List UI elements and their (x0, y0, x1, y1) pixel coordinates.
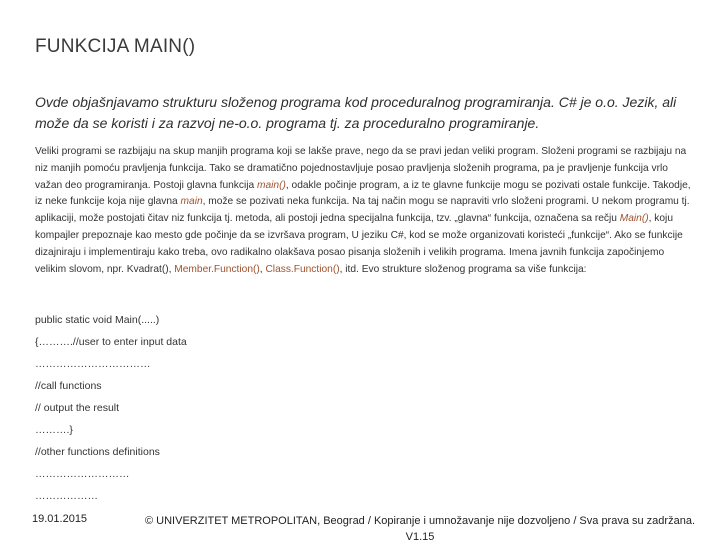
slide-title: FUNKCIJA MAIN() (35, 36, 196, 57)
member-function-term: Member.Function() (174, 263, 260, 275)
paragraph-part-4: , koju kompajler prepoznaje kao mesto gde počinje da se izvršava program, U jeziku C#, kod se može organizovati koristeći „funkcije“. Ako se funkcije dizajniraju i implementiraju kako treba, ovo radikalno olakšava posao pisanja složenih i velikih programa. Imena javnih funkcija započinjemo velikim slovom, npr. Kvadrat(), (35, 213, 683, 275)
footer-version: V1.15 (405, 531, 435, 543)
intro-text: Ovde objašnjavamo strukturu složenog programa kod proceduralnog programiranja. C# je o.o. Jezik, ali može da se koristi i za razvoj ne-o.o. programa tj. za proceduralno programiranje. (35, 94, 677, 131)
code-line: ……………… (35, 490, 98, 502)
paragraph-part-3: , može se pozivati neka funkcija. Na taj način mogu se napraviti vrlo složeni programi. U nekom programu tj. aplikaciji, može postojati čitav niz funkcija tj. metoda, ali postoji jedna specijalna funkcija, tzv. „glavna“ funkcija, označena sa rečju (35, 196, 690, 225)
class-function-term: Class.Function() (265, 263, 340, 275)
code-line: //other functions definitions (35, 446, 160, 458)
paragraph-part-5: , itd. Evo strukture složenog programa sa više funkcija: (339, 263, 587, 275)
footer-copyright: © UNIVERZITET METROPOLITAN, Beograd / Kopiranje i umnožavanje nije dozvoljeno / Sva prava su zadržana. (145, 515, 695, 527)
footer-date: 19.01.2015 (32, 513, 88, 525)
code-line: ……………………… (35, 468, 130, 480)
body-paragraph (35, 144, 695, 278)
code-line: {……….//user to enter input data (35, 336, 187, 348)
main-keyword-1: main() (257, 179, 286, 191)
paragraph-part-1: Veliki programi se razbijaju na skup manjih programa koji se lakše prave, nego da se pravi jedan veliki program. Složeni programi se razbijaju na niz manjih pomoću pravljenja funkcija. Tako se dramatično pojednostavljuje posao pravljenja složenih programa, pa je pravljenje funkcija vrlo važan deo programiranja. Postoji glavna funkcija (35, 146, 687, 191)
code-line: …………………………… (35, 358, 151, 370)
paragraph-separator: , (259, 263, 266, 275)
main-keyword-3: Main() (619, 213, 649, 225)
code-line: //call functions (35, 380, 102, 392)
footer (0, 505, 720, 543)
paragraph-part-2: , odakle počinje program, a iz te glavne funkcije mogu se pozivati ostale funkcije. Takodje, iz neke funkcije koja nije glavna (35, 179, 691, 208)
main-keyword-2: main (180, 196, 203, 208)
code-line: public static void Main(.....) (35, 314, 160, 326)
code-line: // output the result (35, 402, 120, 414)
footer-copyright-block (140, 513, 700, 545)
code-line: ……….} (35, 424, 73, 436)
